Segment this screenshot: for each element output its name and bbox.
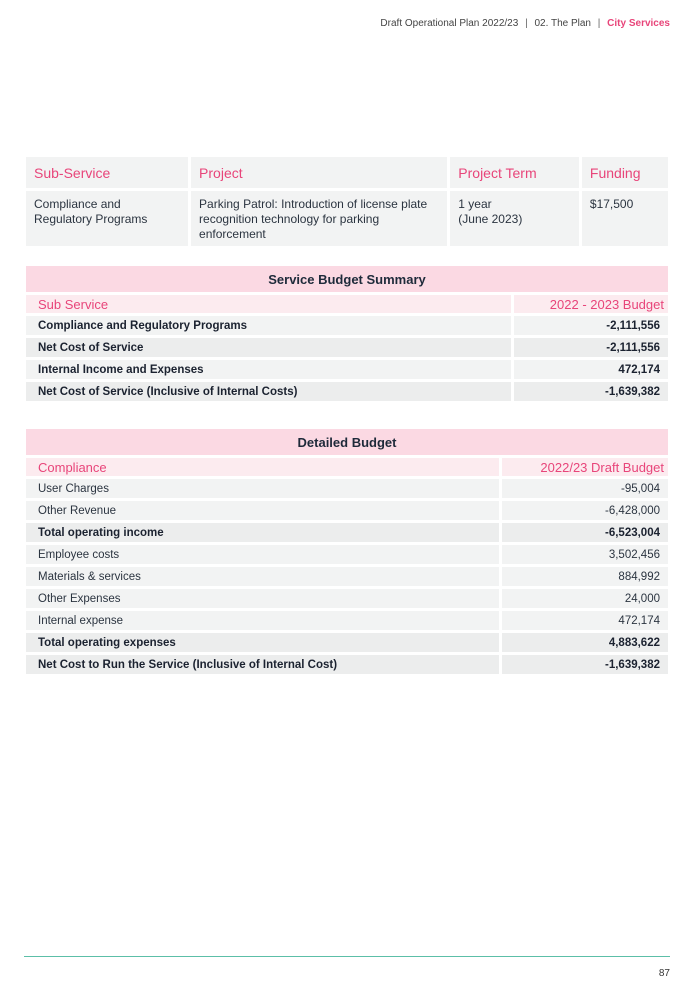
footer-divider <box>24 956 670 957</box>
table-row <box>26 611 668 630</box>
row-label: Net Cost of Service (Inclusive of Internal Costs) <box>26 382 511 401</box>
column-header: Compliance <box>26 458 499 476</box>
column-header: 2022 - 2023 Budget <box>514 295 668 313</box>
term-line: (June 2023) <box>458 212 523 226</box>
column-header: Project <box>191 157 447 188</box>
table-row <box>26 501 668 520</box>
row-value: -2,111,556 <box>514 338 668 357</box>
row-label: Total operating income <box>26 523 499 542</box>
funding-cell: $17,500 <box>582 191 668 246</box>
column-header: Sub Service <box>26 295 511 313</box>
column-header: Sub-Service <box>26 157 188 188</box>
row-label: Total operating expenses <box>26 633 499 652</box>
column-header: 2022/23 Draft Budget <box>502 458 668 476</box>
service-budget-summary-table <box>23 263 671 404</box>
row-label: Compliance and Regulatory Programs <box>26 316 511 335</box>
table-row <box>26 589 668 608</box>
table-row <box>26 655 668 674</box>
row-value: 472,174 <box>502 611 668 630</box>
row-value: 3,502,456 <box>502 545 668 564</box>
table-title: Detailed Budget <box>26 429 668 455</box>
row-label: User Charges <box>26 479 499 498</box>
table-row <box>26 338 668 357</box>
project-term-cell <box>450 191 579 246</box>
table-row <box>26 567 668 586</box>
row-value: -95,004 <box>502 479 668 498</box>
row-value: -1,639,382 <box>514 382 668 401</box>
row-label: Net Cost of Service <box>26 338 511 357</box>
row-value: 24,000 <box>502 589 668 608</box>
projects-table <box>23 154 671 249</box>
table-row <box>26 191 668 246</box>
column-header: Funding <box>582 157 668 188</box>
column-header: Project Term <box>450 157 579 188</box>
doc-title: Draft Operational Plan 2022/23 <box>380 18 519 29</box>
header-separator: | <box>525 18 528 29</box>
row-label: Employee costs <box>26 545 499 564</box>
row-value: -1,639,382 <box>502 655 668 674</box>
project-cell: Parking Patrol: Introduction of license plate recognition technology for parking enforcement <box>191 191 447 246</box>
row-value: -2,111,556 <box>514 316 668 335</box>
row-value: -6,428,000 <box>502 501 668 520</box>
row-value: -6,523,004 <box>502 523 668 542</box>
row-label: Internal expense <box>26 611 499 630</box>
detailed-budget-table <box>23 426 671 677</box>
row-label: Materials & services <box>26 567 499 586</box>
section-title: 02. The Plan <box>534 18 591 29</box>
table-row <box>26 633 668 652</box>
table-row <box>26 479 668 498</box>
row-value: 4,883,622 <box>502 633 668 652</box>
table-row <box>26 545 668 564</box>
table-row <box>26 316 668 335</box>
subsection-title: City Services <box>607 18 670 29</box>
row-value: 472,174 <box>514 360 668 379</box>
row-label: Net Cost to Run the Service (Inclusive of Internal Cost) <box>26 655 499 674</box>
term-line: 1 year <box>458 197 492 211</box>
table-row <box>26 360 668 379</box>
table-row <box>26 382 668 401</box>
row-label: Internal Income and Expenses <box>26 360 511 379</box>
table-title: Service Budget Summary <box>26 266 668 292</box>
table-row <box>26 523 668 542</box>
sub-service-cell: Compliance and Regulatory Programs <box>26 191 188 246</box>
header-separator: | <box>597 18 601 29</box>
page-header <box>380 18 670 29</box>
page-number: 87 <box>658 968 670 979</box>
row-label: Other Revenue <box>26 501 499 520</box>
row-value: 884,992 <box>502 567 668 586</box>
row-label: Other Expenses <box>26 589 499 608</box>
table-header-row <box>26 157 668 188</box>
